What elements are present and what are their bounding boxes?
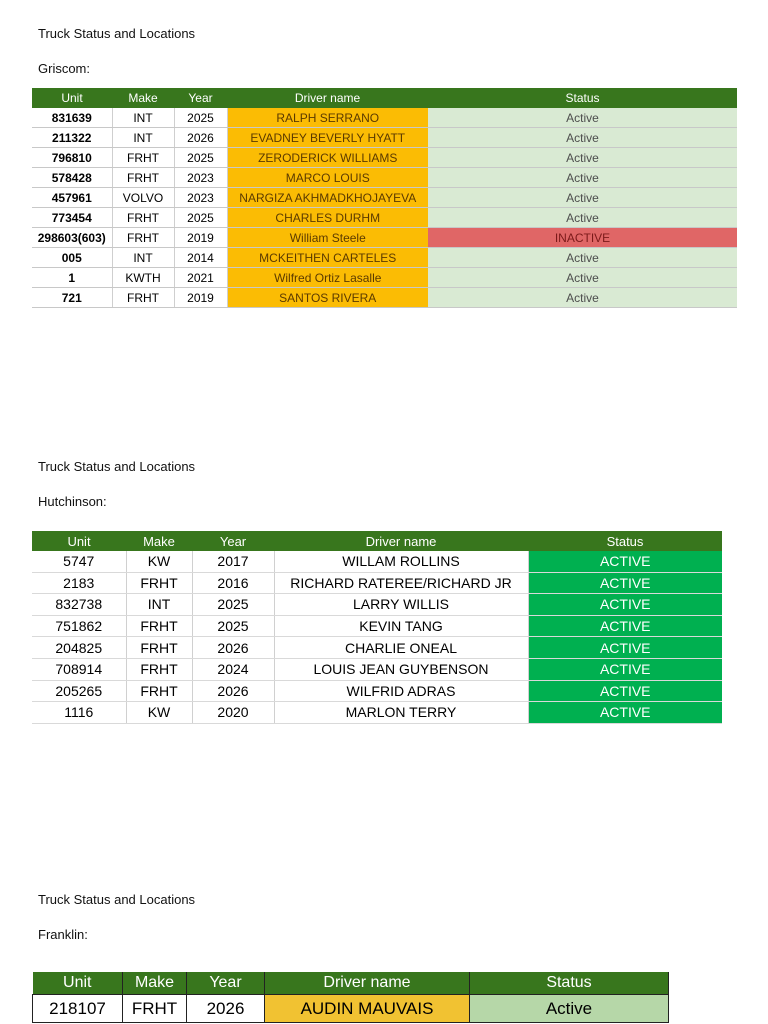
table-row — [32, 228, 737, 248]
driver-cell: MARCO LOUIS — [227, 168, 428, 188]
status-cell: Active — [428, 268, 737, 288]
driver-cell: RALPH SERRANO — [227, 108, 428, 128]
make-cell: FRHT — [112, 208, 174, 228]
year-cell: 2026 — [192, 637, 274, 659]
driver-cell: William Steele — [227, 228, 428, 248]
year-cell: 2024 — [192, 658, 274, 680]
year-cell: 2023 — [174, 168, 227, 188]
column-header-year: Year — [174, 88, 227, 108]
driver-cell: LARRY WILLIS — [274, 594, 528, 616]
make-cell: FRHT — [126, 572, 192, 594]
year-cell: 2025 — [174, 108, 227, 128]
make-cell: FRHT — [126, 658, 192, 680]
table-row — [32, 680, 722, 702]
year-cell: 2026 — [174, 128, 227, 148]
table-row — [32, 551, 722, 572]
column-header-year: Year — [192, 531, 274, 551]
driver-cell: RICHARD RATEREE/RICHARD JR — [274, 572, 528, 594]
griscom-table — [32, 88, 737, 308]
unit-cell: 205265 — [32, 680, 126, 702]
column-header-unit: Unit — [32, 88, 112, 108]
table-row — [32, 658, 722, 680]
unit-cell: 298603(603) — [32, 228, 112, 248]
unit-cell: 218107 — [33, 995, 123, 1023]
unit-cell: 773454 — [32, 208, 112, 228]
driver-cell: ZERODERICK WILLIAMS — [227, 148, 428, 168]
unit-cell: 708914 — [32, 658, 126, 680]
make-cell: FRHT — [112, 168, 174, 188]
unit-cell: 578428 — [32, 168, 112, 188]
year-cell: 2021 — [174, 268, 227, 288]
status-cell: ACTIVE — [528, 658, 722, 680]
column-header-unit: Unit — [32, 531, 126, 551]
unit-cell: 721 — [32, 288, 112, 308]
table-header-row — [32, 88, 737, 108]
unit-cell: 831639 — [32, 108, 112, 128]
status-cell: Active — [428, 128, 737, 148]
table-header-row — [33, 972, 669, 995]
status-cell: ACTIVE — [528, 572, 722, 594]
make-cell: INT — [126, 594, 192, 616]
status-cell: ACTIVE — [528, 594, 722, 616]
year-cell: 2023 — [174, 188, 227, 208]
year-cell: 2026 — [192, 680, 274, 702]
unit-cell: 1 — [32, 268, 112, 288]
table-row — [32, 615, 722, 637]
table-row — [32, 594, 722, 616]
driver-cell: NARGIZA AKHMADKHOJAYEVA — [227, 188, 428, 208]
make-cell: KWTH — [112, 268, 174, 288]
unit-cell: 457961 — [32, 188, 112, 208]
driver-cell: CHARLES DURHM — [227, 208, 428, 228]
table-row — [32, 288, 737, 308]
franklin-table — [32, 972, 669, 1023]
make-cell: KW — [126, 702, 192, 724]
column-header-make: Make — [112, 88, 174, 108]
make-cell: FRHT — [126, 637, 192, 659]
status-cell: ACTIVE — [528, 615, 722, 637]
make-cell: FRHT — [126, 615, 192, 637]
make-cell: INT — [112, 108, 174, 128]
driver-cell: Wilfred Ortiz Lasalle — [227, 268, 428, 288]
status-cell: Active — [428, 168, 737, 188]
unit-cell: 1116 — [32, 702, 126, 724]
status-cell: ACTIVE — [528, 551, 722, 572]
driver-cell: LOUIS JEAN GUYBENSON — [274, 658, 528, 680]
hutchinson-table — [32, 531, 722, 724]
location-label: Franklin: — [38, 927, 88, 942]
year-cell: 2025 — [174, 208, 227, 228]
driver-cell: MARLON TERRY — [274, 702, 528, 724]
table-row — [32, 637, 722, 659]
driver-cell: EVADNEY BEVERLY HYATT — [227, 128, 428, 148]
unit-cell: 204825 — [32, 637, 126, 659]
year-cell: 2020 — [192, 702, 274, 724]
column-header-status: Status — [470, 972, 669, 995]
year-cell: 2016 — [192, 572, 274, 594]
section-title: Truck Status and Locations — [38, 892, 196, 907]
year-cell: 2019 — [174, 288, 227, 308]
make-cell: FRHT — [112, 228, 174, 248]
driver-cell: AUDIN MAUVAIS — [265, 995, 470, 1023]
make-cell: FRHT — [123, 995, 187, 1023]
column-header-driver: Driver name — [265, 972, 470, 995]
year-cell: 2019 — [174, 228, 227, 248]
unit-cell: 751862 — [32, 615, 126, 637]
column-header-make: Make — [123, 972, 187, 995]
table-row — [32, 168, 737, 188]
make-cell: KW — [126, 551, 192, 572]
table-row — [32, 248, 737, 268]
driver-cell: KEVIN TANG — [274, 615, 528, 637]
status-cell: ACTIVE — [528, 637, 722, 659]
column-header-year: Year — [187, 972, 265, 995]
driver-cell: WILFRID ADRAS — [274, 680, 528, 702]
driver-cell: WILLAM ROLLINS — [274, 551, 528, 572]
unit-cell: 211322 — [32, 128, 112, 148]
column-header-make: Make — [126, 531, 192, 551]
make-cell: FRHT — [112, 148, 174, 168]
table-header-row — [32, 531, 722, 551]
status-cell: ACTIVE — [528, 680, 722, 702]
section-title: Truck Status and Locations — [38, 459, 196, 474]
table-row — [32, 572, 722, 594]
unit-cell: 796810 — [32, 148, 112, 168]
year-cell: 2025 — [192, 594, 274, 616]
table-row — [32, 268, 737, 288]
unit-cell: 5747 — [32, 551, 126, 572]
year-cell: 2025 — [174, 148, 227, 168]
unit-cell: 2183 — [32, 572, 126, 594]
table-row — [32, 108, 737, 128]
section-title: Truck Status and Locations — [38, 26, 196, 41]
column-header-status: Status — [528, 531, 722, 551]
driver-cell: SANTOS RIVERA — [227, 288, 428, 308]
column-header-status: Status — [428, 88, 737, 108]
unit-cell: 005 — [32, 248, 112, 268]
make-cell: FRHT — [112, 288, 174, 308]
status-cell: Active — [428, 148, 737, 168]
status-cell: Active — [428, 208, 737, 228]
status-cell: ACTIVE — [528, 702, 722, 724]
status-cell: Active — [428, 288, 737, 308]
driver-cell: MCKEITHEN CARTELES — [227, 248, 428, 268]
status-cell: Active — [428, 188, 737, 208]
table-row — [32, 188, 737, 208]
table-row — [32, 148, 737, 168]
table-row — [32, 208, 737, 228]
status-cell: Active — [428, 248, 737, 268]
status-cell: Active — [470, 995, 669, 1023]
make-cell: INT — [112, 128, 174, 148]
table-row — [32, 702, 722, 724]
status-cell: INACTIVE — [428, 228, 737, 248]
year-cell: 2025 — [192, 615, 274, 637]
table-row — [33, 995, 669, 1023]
driver-cell: CHARLIE ONEAL — [274, 637, 528, 659]
year-cell: 2014 — [174, 248, 227, 268]
location-label: Griscom: — [38, 61, 90, 76]
table-row — [32, 128, 737, 148]
make-cell: FRHT — [126, 680, 192, 702]
year-cell: 2026 — [187, 995, 265, 1023]
unit-cell: 832738 — [32, 594, 126, 616]
column-header-driver: Driver name — [274, 531, 528, 551]
make-cell: INT — [112, 248, 174, 268]
column-header-driver: Driver name — [227, 88, 428, 108]
location-label: Hutchinson: — [38, 494, 107, 509]
column-header-unit: Unit — [33, 972, 123, 995]
make-cell: VOLVO — [112, 188, 174, 208]
status-cell: Active — [428, 108, 737, 128]
year-cell: 2017 — [192, 551, 274, 572]
